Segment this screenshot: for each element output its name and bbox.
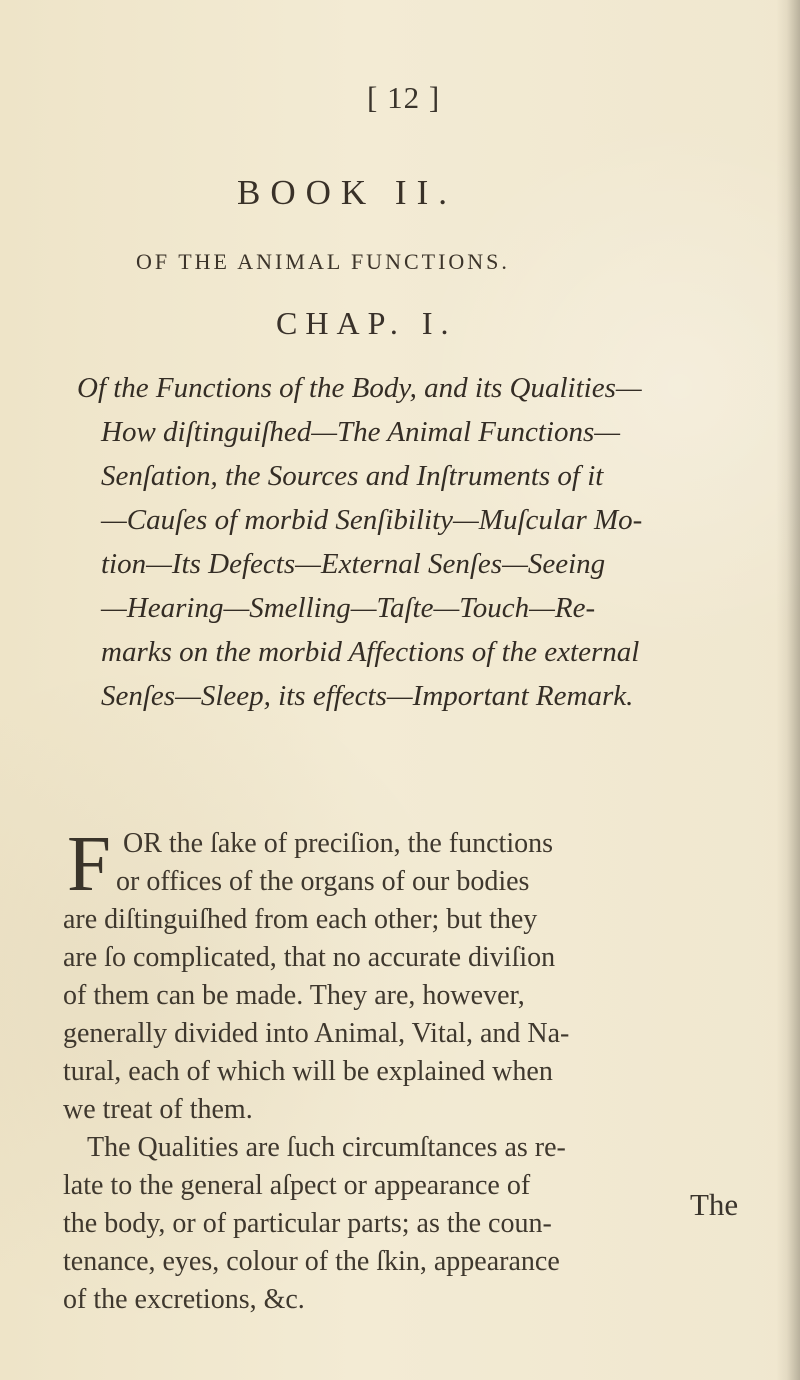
page-number: [ 12 ]: [367, 80, 441, 115]
body-line: of them can be made. They are, however,: [63, 980, 525, 1011]
body-line: of the excretions, &c.: [63, 1284, 305, 1315]
book-heading: BOOK II.: [237, 173, 457, 212]
body-line: tenance, eyes, colour of the ſkin, appearance: [63, 1246, 560, 1277]
summary-line: —Hearing—Smelling—Taſte—Touch—Re-: [101, 592, 596, 624]
summary-line: How diſtinguiſhed—The Animal Functions—: [101, 416, 621, 448]
summary-line: Of the Functions of the Body, and its Qualities—: [77, 372, 642, 404]
body-line: The Qualities are ſuch circumſtances as re-: [87, 1132, 566, 1163]
chapter-heading: CHAP. I.: [276, 305, 457, 341]
body-line: are diſtinguiſhed from each other; but they: [63, 904, 538, 935]
summary-line: tion—Its Defects—External Senſes—Seeing: [101, 548, 606, 580]
summary-line: —Cauſes of morbid Senſibility—Muſcular Mo-: [101, 504, 643, 536]
body-line: the body, or of particular parts; as the coun-: [63, 1208, 552, 1239]
drop-cap: F: [67, 821, 111, 908]
body-line: are ſo complicated, that no accurate diviſion: [63, 942, 556, 973]
section-heading: OF THE ANIMAL FUNCTIONS.: [136, 249, 510, 274]
catchword: The: [690, 1187, 739, 1222]
page-edge-shadow: [776, 0, 800, 1380]
body-line: OR the ſake of preciſion, the functions: [123, 828, 553, 859]
summary-line: Senſation, the Sources and Inſtruments of it: [101, 460, 604, 492]
body-line: tural, each of which will be explained when: [63, 1056, 553, 1087]
summary-line: Senſes—Sleep, its effects—Important Remark.: [101, 680, 634, 712]
body-line: or offices of the organs of our bodies: [116, 866, 530, 897]
body-line: generally divided into Animal, Vital, and Na-: [63, 1018, 570, 1049]
summary-line: marks on the morbid Affections of the external: [101, 636, 640, 668]
body-line: late to the general aſpect or appearance of: [63, 1170, 531, 1201]
body-line: we treat of them.: [63, 1094, 253, 1125]
